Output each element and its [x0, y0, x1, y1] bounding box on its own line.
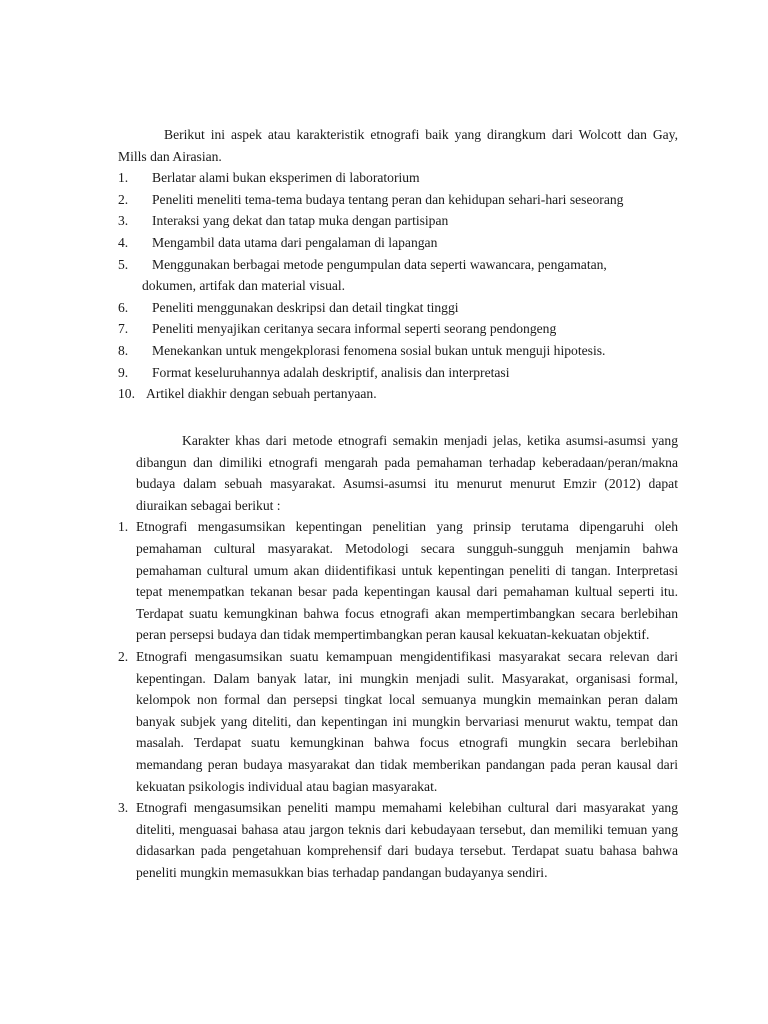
list-item: 7. Peneliti menyajikan ceritanya secara informal seperti seorang pendongeng — [118, 321, 557, 337]
list-item: 3. Etnografi mengasumsikan peneliti mampu memahami kelebihan cultural dari masyarakat yang diteliti, menguasai bahasa atau jargon teknis dari kebudayaan tersebut, dan memiliki temuan yang didasarkan pada pengetahuan komprehensif dari budaya tersebut. Terdapat suatu bahasa bahwa peneliti mungkin memasukkan bias terhadap pandangan budayanya sendiri. — [118, 800, 678, 880]
list-item: 1. Berlatar alami bukan eksperimen di laboratorium — [118, 170, 420, 186]
list-item: 2. Peneliti meneliti tema-tema budaya tentang peran dan kehidupan sehari-hari seseorang — [118, 191, 624, 207]
intro-paragraph: Berikut ini aspek atau karakteristik etnografi baik yang dirangkum dari Wolcott dan Gay, Mills dan Airasian. — [118, 127, 678, 164]
characteristics-list — [118, 167, 678, 405]
list-item: 8. Menekankan untuk mengekplorasi fenomena sosial bukan untuk menguji hipotesis. — [118, 342, 606, 358]
list-item: 10. Artikel diakhir dengan sebuah pertanyaan. — [118, 386, 377, 402]
list-item: 6. Peneliti menggunakan deskripsi dan detail tingkat tinggi — [118, 299, 459, 315]
list-item: 2. Etnografi mengasumsikan suatu kemampuan mengidentifikasi masyarakat secara relevan dari kepentingan. Dalam banyak latar, ini mungkin menjadi sulit. Masyarakat, organisasi formal, kelompok non formal dan persepsi tingkat local semuanya mungkin memainkan peran dalam banyak subjek yang diteliti, dan kepentingan ini mungkin bervariasi menurut waktu, tempat dan masalah. Terdapat suatu kemungkinan bahwa focus etnografi mungkin secara berlebihan memandang peran budaya masyarakat dan tidak memberikan pandangan pada peran kausal dari kekuatan psikologis individual atau bagian masyarakat. — [118, 648, 678, 794]
list-item: 4. Mengambil data utama dari pengalaman di lapangan — [118, 234, 438, 250]
list-item: 3. Interaksi yang dekat dan tatap muka dengan partisipan — [118, 213, 449, 229]
list-item: 1. Etnografi mengasumsikan kepentingan penelitian yang prinsip terutama dipengaruhi oleh pemahaman cultural masyarakat. Metodologi secara sungguh-sungguh menjamin bahwa pemahaman cultural umum akan diidentifikasi untuk kepentingan peneliti di tangan. Interpretasi tepat menempatkan tekanan besar pada kepentingan kausal dari pemahaman kultual seperti itu. Terdapat suatu kemungkinan bahwa focus etnografi akan mempertimbangkan secara berlebihan peran persepsi budaya dan tidak mempertimbangkan peran kausal kekuatan-kekuatan objektif. — [118, 519, 678, 643]
characteristics-section — [118, 124, 678, 405]
assumptions-section — [118, 430, 678, 883]
list-item: 9. Format keseluruhannya adalah deskriptif, analisis dan interpretasi — [118, 364, 510, 380]
assumptions-list — [118, 516, 678, 883]
list-item: 5. Menggunakan berbagai metode pengumpulan data seperti wawancara, pengamatan, dokumen, artifak dan material visual. — [118, 256, 607, 294]
assumptions-intro-paragraph: Karakter khas dari metode etnografi semakin menjadi jelas, ketika asumsi-asumsi yang dibangun dan dimiliki etnografi mengarah pada pemahaman terhadap keberadaan/peran/makna budaya dalam sebuah masyarakat. Asumsi-asumsi itu menurut menurut Emzir (2012) dapat diuraikan sebagai berikut : — [136, 433, 678, 513]
